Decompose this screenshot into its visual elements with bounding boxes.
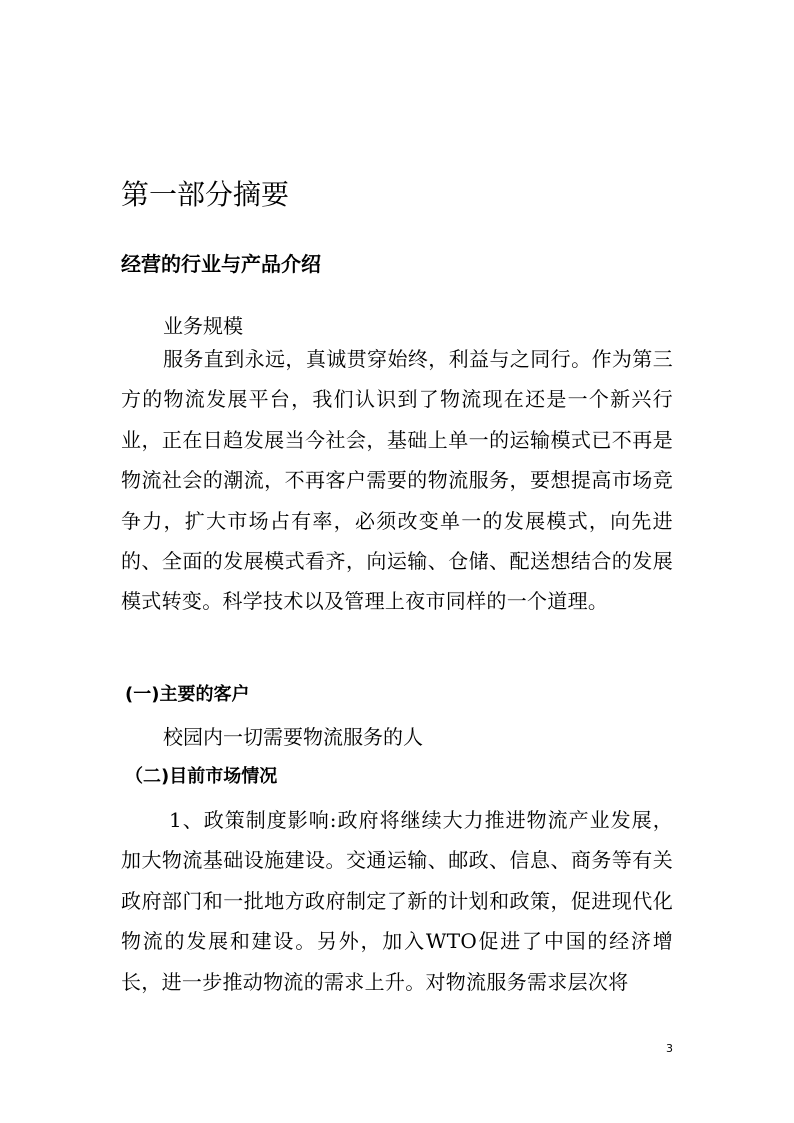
market-situation-heading: （二)目前市场情况 [125,766,278,787]
document-title: 第一部分摘要 [121,178,290,211]
section-heading: 经营的行业与产品介绍 [121,252,321,276]
market-situation-paragraph: 1、政策制度影响:政府将继续大力推进物流产业发展，加大物流基础设施建设。交通运输、邮政、信息、商务等有关政府部门和一批地方政府制定了新的计划和政策，促进现代化物流的发展和建设。另外，加入WTO促进了中国的经济增长，进一步推动物流的需求上升。对物流服务需求层次将 [121,808,673,994]
business-scale-paragraph: 服务直到永远，真诚贯穿始终，利益与之同行。作为第三方的物流发展平台，我们认识到了物流现在还是一个新兴行业，正在日趋发展当今社会，基础上单一的运输模式已不再是物流社会的潮流，不再客户需要的物流服务，要想提高市场竞争力，扩大市场占有率，必须改变单一的发展模式，向先进的、全面的发展模式看齐，向运输、仓储、配送想结合的发展模式转变。科学技术以及管理上夜市同样的一个道理。 [121,347,673,614]
business-scale-label: 业务规模 [163,314,243,338]
page-number: 3 [666,1042,673,1055]
main-customers-heading: (一)主要的客户 [125,684,250,705]
main-customers-text: 校园内一切需要物流服务的人 [163,725,423,749]
